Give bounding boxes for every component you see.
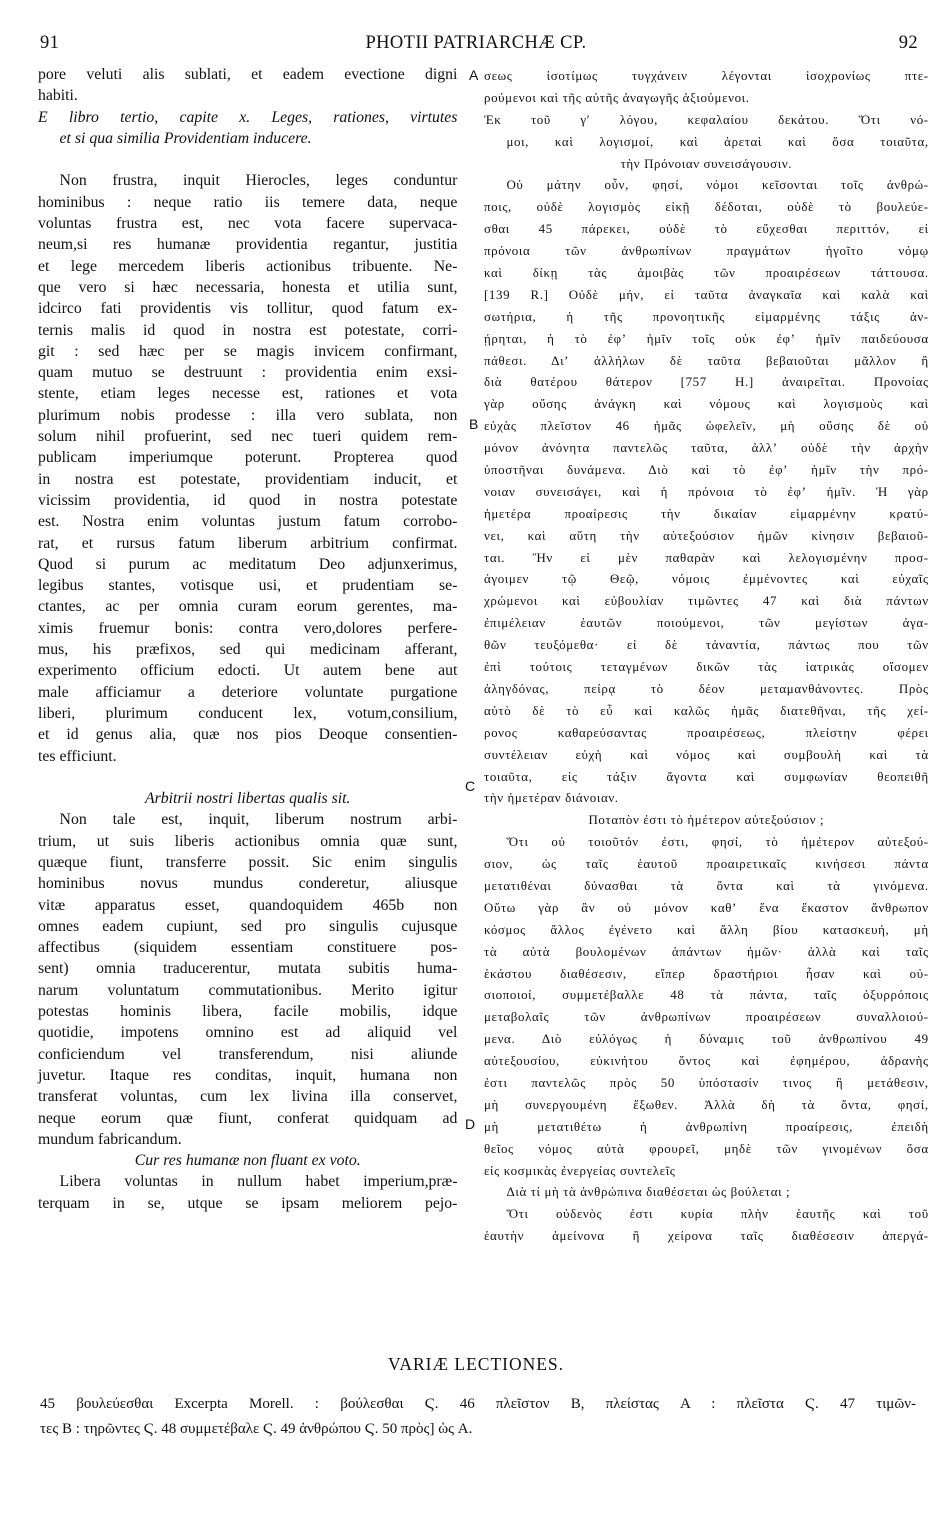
latin-line: neque eorum quæ fiunt, conferat quidquam ad — [38, 1109, 458, 1127]
variant-line: 45 βουλεύεσθαι Excerpta Morell. : βούλεσθαι Ϛ. 46 πλεῖστον B, πλείστας A : πλεῖστα Ϛ. 47 τιμῶν- — [40, 1396, 916, 1412]
greek-heading: Ἐκ τοῦ γʹ λόγου, κεφαλαίου δεκάτου. Ὅτι νό- — [484, 112, 929, 127]
latin-line: quæque fiunt, transferre possit. Sic enim singulis — [38, 853, 458, 871]
latin-line: stente, etiam leges necesse est, rationes et vota — [38, 385, 458, 403]
latin-column — [38, 64, 457, 1214]
latin-line: Libera voluntas in nullum habet imperium,præ- — [59, 1173, 458, 1191]
left-page-number: 91 — [40, 33, 60, 53]
greek-line: μόνον ἀνόνητα παντελῶς ταῦτα, ἀλλʼ οὐδὲ τὴν ἀρχὴν — [484, 441, 929, 456]
greek-heading: μοι, καὶ λογισμοί, καὶ ἀρεταὶ καὶ ὅσα τοιαῦτα, — [506, 134, 929, 149]
greek-line: μεταβολαῖς τῶν ἀνθρωπίνων προαιρέσεων συναλλοιού- — [484, 1010, 929, 1025]
greek-line: τοιαῦτα, εἰς τάξιν ἄγοντα καὶ συμφωνίαν θεοπειθῆ — [484, 769, 929, 784]
greek-line: ῄρηται, ἡ τὸ ἐφʼ ἡμῖν τοῖς οὐκ ἐφʼ ἡμῖν παιδεύουσα — [484, 331, 929, 346]
latin-line: solum nihil profuerint, sed nec tueri quidem rem- — [38, 428, 458, 446]
greek-line: αὐτεξουσίου, εὐκινήτου ὄντος καὶ ἐφημέρου, ἀδρανὴς — [484, 1054, 929, 1069]
greek-line: θεῖος νόμος αὐτὰ φρουρεῖ, μηδὲ τῶν γινομένων ὅσα — [484, 1141, 929, 1156]
greek-line: μὴ συνεργουμένη ἔξωθεν. Ἀλλὰ δὴ τὰ ὄντα, φησί, — [484, 1097, 929, 1112]
greek-line: σωτήρια, ἡ τῆς προνοητικῆς εἱμαρμένης τάξις ἀν- — [484, 309, 929, 324]
greek-line: κόσμος ἄλλος ἐγένετο καὶ ἄλλη βίου κατασκευή, μὴ — [484, 922, 929, 937]
greek-line: αὐτὸ δὲ τὸ εὖ καὶ καλῶς ἡμᾶς διατεθῆναι, τῆς χεί- — [484, 703, 929, 718]
latin-line: est. Nostra enim voluntas justum fatum corrobo- — [38, 513, 458, 531]
latin-line: ternis malis id quod in nostra est potestate, corri- — [38, 321, 458, 339]
greek-line: διὰ θατέρου θάτερον [757 H.] ἀναιρεῖται. Προνοίας — [484, 375, 929, 390]
latin-line: rat, et rursus fatum liberum arbitrium confirmat. — [38, 534, 458, 552]
latin-line: quam mutuo se destruunt : providentia enim exsi- — [38, 364, 458, 382]
latin-line: Non frustra, inquit Hierocles, leges conduntur — [59, 172, 458, 190]
greek-line: θῶν τευξόμεθα· εἰ δὲ τἀναντία, πάντως που τῶν — [484, 638, 929, 653]
greek-line: γὰρ οὔσης ἀνάγκη καὶ νόμους καὶ λογισμοὺς καὶ — [484, 397, 929, 412]
latin-line: Non tale est, inquit, liberum nostrum arbi- — [59, 811, 458, 829]
greek-line: ρούμενοι καὶ τῆς αὐτῆς ἀναγωγῆς ἀξιούμενοι. — [484, 90, 750, 105]
variae-lectiones — [40, 1392, 916, 1442]
greek-line: συντέλειαν εὐχὴ καὶ νόμος καὶ συμβουλὴ καὶ τὰ — [484, 747, 929, 762]
margin-letter-d: D — [465, 1116, 476, 1132]
latin-line: habiti. — [38, 87, 78, 105]
latin-line: que vero si hæc necessaria, honesta et utilia sunt, — [38, 278, 458, 296]
running-title: PHOTII PATRIARCHÆ CP. — [365, 33, 587, 53]
latin-line: et id genus alia, quæ nos pios Deoque consentien- — [38, 726, 458, 744]
greek-line: νει, καὶ αὕτη τὴν αὐτεξούσιον ἡμῶν κίνησιν βεβαιοῦ- — [484, 528, 929, 543]
greek-line: μετατιθέναι δύνασθαι τὰ ὄντα καὶ τὰ γινόμενα. — [484, 878, 929, 893]
greek-line: ται. Ἢν εἰ μὲν παθαρὰν καὶ λελογισμένην προσ- — [484, 550, 929, 565]
greek-line: ἑκάστου διαθέσεσιν, εἴπερ δραστήριοι ἦσαν καὶ οὐ- — [484, 966, 929, 981]
greek-line: Οὕτω γὰρ ἂν οὐ μόνον καθʼ ἕνα ἕκαστον ἄνθρωπον — [484, 900, 929, 915]
latin-line: vitæ apparatus esset, quandoquidem 465b non — [38, 896, 458, 914]
latin-line: conficiendum vel transferendum, nisi aliunde — [38, 1045, 458, 1063]
latin-line: idcirco fati providentis vis tollitur, quod fatum ex- — [38, 300, 458, 318]
latin-line: quotidie, impotens omnino est ad aliquid vel — [38, 1024, 458, 1042]
latin-line: transferat voluntas, cum lex livina illa conservet, — [38, 1088, 458, 1106]
greek-line: άγοιμεν τῷ Θεῷ, νόμοις ἐμμένοντες καὶ εὐχαῖς — [484, 572, 929, 587]
latin-heading: E libro tertio, capite x. Leges, rationes, virtutes — [38, 108, 458, 126]
greek-column — [484, 66, 929, 1248]
greek-line: χρώμενοι καὶ εὐβουλίαν τιμῶντες 47 καὶ διὰ πάντων — [484, 594, 929, 609]
greek-line: ἐπὶ τούτοις τεταγμένων δικῶν τὰς ἰατρικὰς οἴσομεν — [484, 660, 929, 675]
latin-line: affectibus (siquidem essentiam constituere pos- — [38, 939, 458, 957]
latin-line: experimento officium edocti. Ut autem bene aut — [38, 662, 458, 680]
latin-line: tes efficiunt. — [38, 747, 117, 765]
greek-heading: Διὰ τί μὴ τὰ ἀνθρώπινα διαθέσεται ὡς βούλεται ; — [506, 1185, 791, 1200]
margin-letter-a: A — [469, 67, 479, 83]
latin-line: liberi, plurimum conducent lex, votum,consilium, — [38, 704, 458, 722]
latin-line: pore veluti alis sublati, et eadem evectione digni — [38, 66, 458, 83]
latin-heading: et si qua similia Providentiam inducere. — [59, 129, 312, 147]
greek-line: Ὅτι οὐδενὸς ἐστι κυρία πλὴν ἑαυτῆς καὶ τοῦ — [506, 1207, 929, 1222]
greek-line: σεως ἰσοτίμως τυγχάνειν λέγονται ἰσοχρονίως πτε- — [484, 69, 929, 83]
greek-line: τὰ αὐτὰ βουλομένων ἁπάντων ἡμῶν· ἀλλὰ καὶ ταῖς — [484, 944, 929, 959]
greek-line: ἡμετέρα προαίρεσις τὴν δικαίαν εἱμαρμένην κρατύ- — [484, 506, 929, 521]
latin-line: juvetur. Itaque res conditas, inquit, humana non — [38, 1066, 458, 1084]
margin-letter-c: C — [465, 778, 476, 794]
greek-line: Οὐ μάτην οὖν, φησί, νόμοι κεῖσονται τοῖς ἀνθρώ- — [506, 178, 929, 193]
latin-line: Quod si purum ac meditatum Deo adjunxerimus, — [38, 555, 458, 573]
greek-line: ποις, οὐδὲ λογισμὸς εἰκῇ δέδοται, οὐδὲ τὸ βουλεύε- — [484, 200, 929, 215]
greek-line: εἰς κοσμικὰς ἐνεργείας συντελεῖς — [484, 1163, 676, 1178]
latin-line: hominibus : neque ratio iis temere data, neque — [38, 193, 458, 211]
greek-line: τὴν ἡμετέραν διάνοιαν. — [484, 791, 619, 806]
greek-heading: τὴν Πρόνοιαν συνεισάγουσιν. — [620, 156, 793, 171]
latin-line: vicissim providentia, id quod in nostra potestate — [38, 491, 458, 509]
greek-line: σθαι 45 πάρεκει, οὐδὲ τὸ εὔχεσθαι περιττόν, εἰ — [484, 222, 929, 237]
latin-heading: Arbitrii nostri libertas qualis sit. — [144, 790, 351, 808]
greek-line: [139 R.] Οὐδὲ μήν, εἰ ταῦτα ἀναγκαῖα καὶ καλὰ καὶ — [484, 287, 929, 302]
latin-line: publicam imperiumque poterunt. Propterea quod — [38, 449, 458, 467]
latin-line: in nostra est potestate, providentiam inducit, et — [38, 470, 458, 488]
latin-line: ctantes, ac per omnia curam eorum gerentes, ma- — [38, 598, 458, 616]
latin-line: omnes eadem cupiunt, sed pro singulis cujusque — [38, 917, 458, 935]
latin-line: git : sed hæc per se magis invicem confirmant, — [38, 342, 458, 360]
greek-line: νοιαν συνεισάγει, καὶ ἡ πρόνοια τὸ ἐφʼ ἡμῖν. Ἡ γὰρ — [484, 484, 929, 499]
greek-line: μὴ μετατιθέτω ἡ ἀνθρωπίνη προαίρεσις, ἐπειδὴ — [484, 1119, 929, 1134]
greek-line: ρονος καθαρεύσαντας προαιρέσεως, πλείστην φέρει — [484, 725, 929, 740]
latin-line: legibus stantes, votisque usi, et prudentiam se- — [38, 577, 458, 595]
greek-line: πρόνοια τῶν ἀνθρωπίνων πραγμάτων ἡγοῖτο νόμῳ — [484, 244, 929, 259]
latin-line: plurimum nobis prodesse : illa vero sublata, non — [38, 406, 458, 424]
latin-line: male afficiamur a deteriore voluntate purgatione — [38, 683, 458, 701]
latin-line: neum,si res humanæ providentia regantur, justitia — [38, 236, 458, 254]
latin-line: terquam in se, utque se ipsam meliorem pejo- — [38, 1194, 458, 1212]
latin-line: mus, his præfixos, sed qui medicinam afferant, — [38, 641, 458, 659]
latin-line: potestas hominis libera, facile mobilis, idque — [38, 1003, 458, 1021]
greek-line: ἐστι παντελῶς πρὸς 50 ὑπόστασίν τινος ἢ μετάθεσιν, — [484, 1075, 929, 1090]
latin-line: sent) omnia traducerentur, mutata subitis huma- — [38, 960, 458, 978]
variae-lectiones-title: VARIÆ LECTIONES. — [387, 1354, 565, 1374]
greek-line: μενα. Διὸ εὐλόγως ἡ δύναμις τοῦ ἀνθρωπίνου 49 — [484, 1032, 929, 1047]
greek-line: ἐπιμέλειαν ἑαυτῶν ποιούμενοι, τῶν μεγίστων ἀγα- — [484, 616, 929, 631]
latin-line: ximis fruemur bonis: contra vero,dolores perfere- — [38, 619, 458, 637]
greek-line: καὶ δίκῃ τὰς ἀμοιβὰς τῶν προαιρέσεων τάττουσα. — [484, 266, 929, 281]
latin-line: narum voluntatum commutationibus. Merito igitur — [38, 981, 458, 999]
greek-line: Ὅτι οὐ τοιοῦτόν ἐστι, φησί, τὸ ἡμέτερον αὐτεξού- — [506, 835, 929, 850]
latin-heading: Cur res humanæ non fluant ex voto. — [134, 1152, 361, 1170]
variant-line: τες B : τηρῶντες Ϛ. 48 συμμετέβαλε Ϛ. 49 ἀνθρώπου Ϛ. 50 πρὸς] ὡς A. — [40, 1421, 473, 1437]
latin-line: hominibus novus mundus conderetur, aliusque — [38, 875, 458, 893]
greek-line: πάθεσι. Διʼ ἀλλήλων δὲ ταῦτα βεβαιοῦται μᾶλλον ἢ — [484, 353, 929, 368]
running-header — [28, 33, 924, 59]
greek-line: σιον, ὡς ταῖς ἑαυτοῦ προαιρετικαῖς κινήσεσι πάντα — [484, 857, 929, 872]
greek-line: εὐχὰς πλεῖστον 46 ἡμᾶς ὠφελεῖν, μὴ οὔσης δὲ οὐ — [484, 419, 929, 434]
greek-line: σιοποιοί, συμμετέβαλλε 48 τὰ πάντα, ταῖς ὀξυρρόποις — [484, 988, 929, 1003]
latin-line: trium, ut suis liberis actionibus omnia quæ sunt, — [38, 832, 458, 850]
greek-heading: Ποταπὸν ἐστι τὸ ἡμέτερον αὐτεξούσιον ; — [588, 813, 825, 828]
greek-line: ἀληγδόνας, πείρᾳ τὸ δέον μεταμανθάνοντες. Πρὸς — [484, 681, 929, 696]
latin-line: mundum fabricandum. — [38, 1130, 182, 1148]
greek-line: ἑαυτὴν ἀμείνονα ἢ χείρονα ταῖς διαθέσεσιν ἀπεργά- — [484, 1229, 929, 1244]
margin-letter-b: B — [469, 416, 479, 432]
right-page-number: 92 — [898, 33, 918, 53]
latin-line: et lege mercedem liberis actionibus tribuente. Ne- — [38, 257, 458, 275]
greek-line: ὑποστῆναι δυνάμενα. Διὸ καὶ τὸ ἐφʼ ἡμῖν τὴν πρό- — [484, 463, 929, 478]
latin-line: voluntas frustra est, nec vota facere supervaca- — [38, 215, 458, 233]
